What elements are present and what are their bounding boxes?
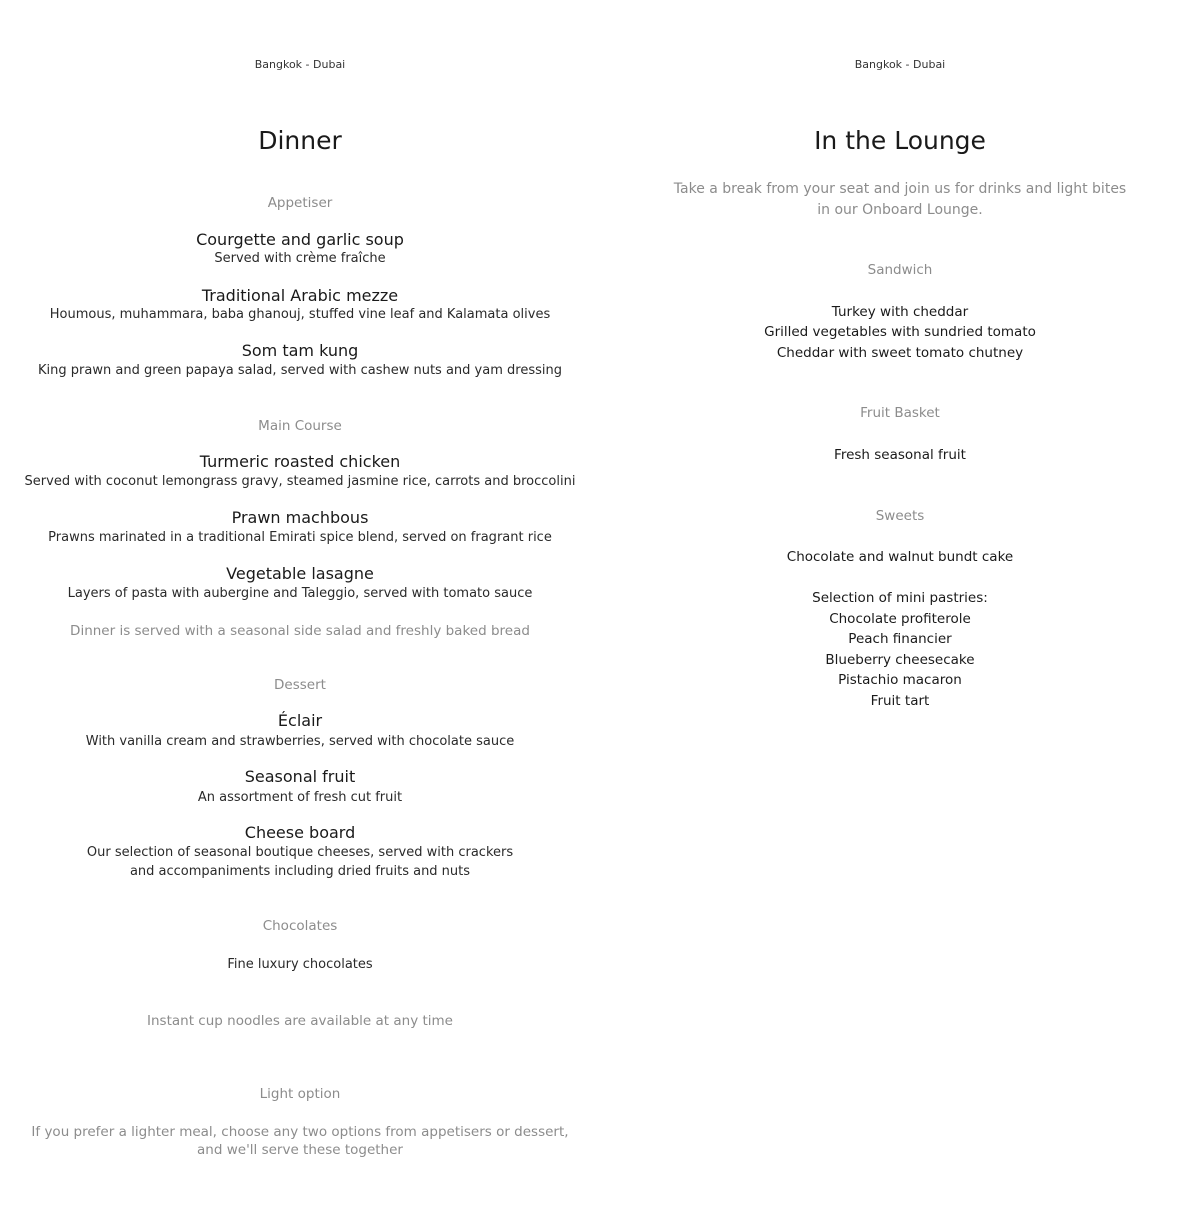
list-item: Fresh seasonal fruit (834, 447, 966, 463)
list-item: Grilled vegetables with sundried tomato (764, 324, 1036, 340)
list-item: Turkey with cheddar (831, 304, 969, 320)
dish-name: Cheese board (244, 823, 356, 842)
dish-name: Éclair (277, 711, 323, 730)
section-heading-appetiser: Appetiser (267, 195, 333, 211)
list-item: Chocolate and walnut bundt cake (786, 549, 1014, 565)
route-label: Bangkok - Dubai (854, 58, 946, 71)
dish-name: Courgette and garlic soup (196, 230, 404, 249)
list-item: Fruit tart (870, 693, 930, 709)
lounge-page (600, 0, 1200, 1221)
dish-description: Served with crème fraîche (214, 251, 386, 266)
noodles-note: Instant cup noodles are available at any time (147, 1013, 453, 1029)
light-option-line1: If you prefer a lighter meal, choose any two options from appetisers or dessert, (31, 1124, 569, 1140)
dish-description: Served with coconut lemongrass gravy, steamed jasmine rice, carrots and broccolini (24, 474, 576, 489)
dish-name: Seasonal fruit (244, 767, 356, 786)
list-item: Pistachio macaron (838, 672, 962, 688)
dish-description-line2: and accompaniments including dried fruits and nuts (129, 864, 471, 879)
dish-name: Vegetable lasagne (226, 564, 374, 583)
dish-name: Som tam kung (241, 341, 359, 360)
dish-description: Layers of pasta with aubergine and Taleggio, served with tomato sauce (67, 586, 533, 601)
lounge-intro-line1: Take a break from your seat and join us for drinks and light bites (673, 181, 1127, 197)
list-item: Blueberry cheesecake (825, 652, 975, 668)
section-heading-sweets: Sweets (875, 508, 925, 524)
dish-description: An assortment of fresh cut fruit (197, 790, 403, 805)
dish-name: Turmeric roasted chicken (199, 452, 401, 471)
section-heading-sandwich: Sandwich (867, 262, 933, 278)
pastries-label: Selection of mini pastries: (812, 590, 988, 606)
section-heading-light-option: Light option (259, 1086, 341, 1102)
section-heading-main-course: Main Course (258, 418, 342, 434)
dish-description: With vanilla cream and strawberries, served with chocolate sauce (85, 734, 515, 749)
lounge-intro-line2: in our Onboard Lounge. (817, 202, 983, 218)
dish-description: King prawn and green papaya salad, served with cashew nuts and yam dressing (38, 363, 562, 378)
dish-name: Prawn machbous (231, 508, 369, 527)
dish-name: Traditional Arabic mezze (201, 286, 399, 305)
main-course-note: Dinner is served with a seasonal side salad and freshly baked bread (70, 623, 530, 639)
list-item: Peach financier (848, 631, 952, 647)
section-heading-fruit-basket: Fruit Basket (860, 405, 940, 421)
list-item: Cheddar with sweet tomato chutney (776, 345, 1024, 361)
page-title: Dinner (258, 126, 342, 155)
route-label: Bangkok - Dubai (254, 58, 346, 71)
section-heading-dessert: Dessert (274, 677, 326, 693)
dish-description: Houmous, muhammara, baba ghanouj, stuffed vine leaf and Kalamata olives (49, 307, 551, 322)
dish-description-line1: Our selection of seasonal boutique cheeses, served with crackers (86, 845, 514, 860)
page-title: In the Lounge (814, 126, 986, 155)
dish-description: Prawns marinated in a traditional Emirati spice blend, served on fragrant rice (48, 530, 552, 545)
section-heading-chocolates: Chocolates (262, 918, 338, 934)
light-option-line2: and we'll serve these together (197, 1142, 403, 1158)
list-item: Chocolate profiterole (829, 611, 971, 627)
chocolates-item: Fine luxury chocolates (227, 957, 373, 972)
